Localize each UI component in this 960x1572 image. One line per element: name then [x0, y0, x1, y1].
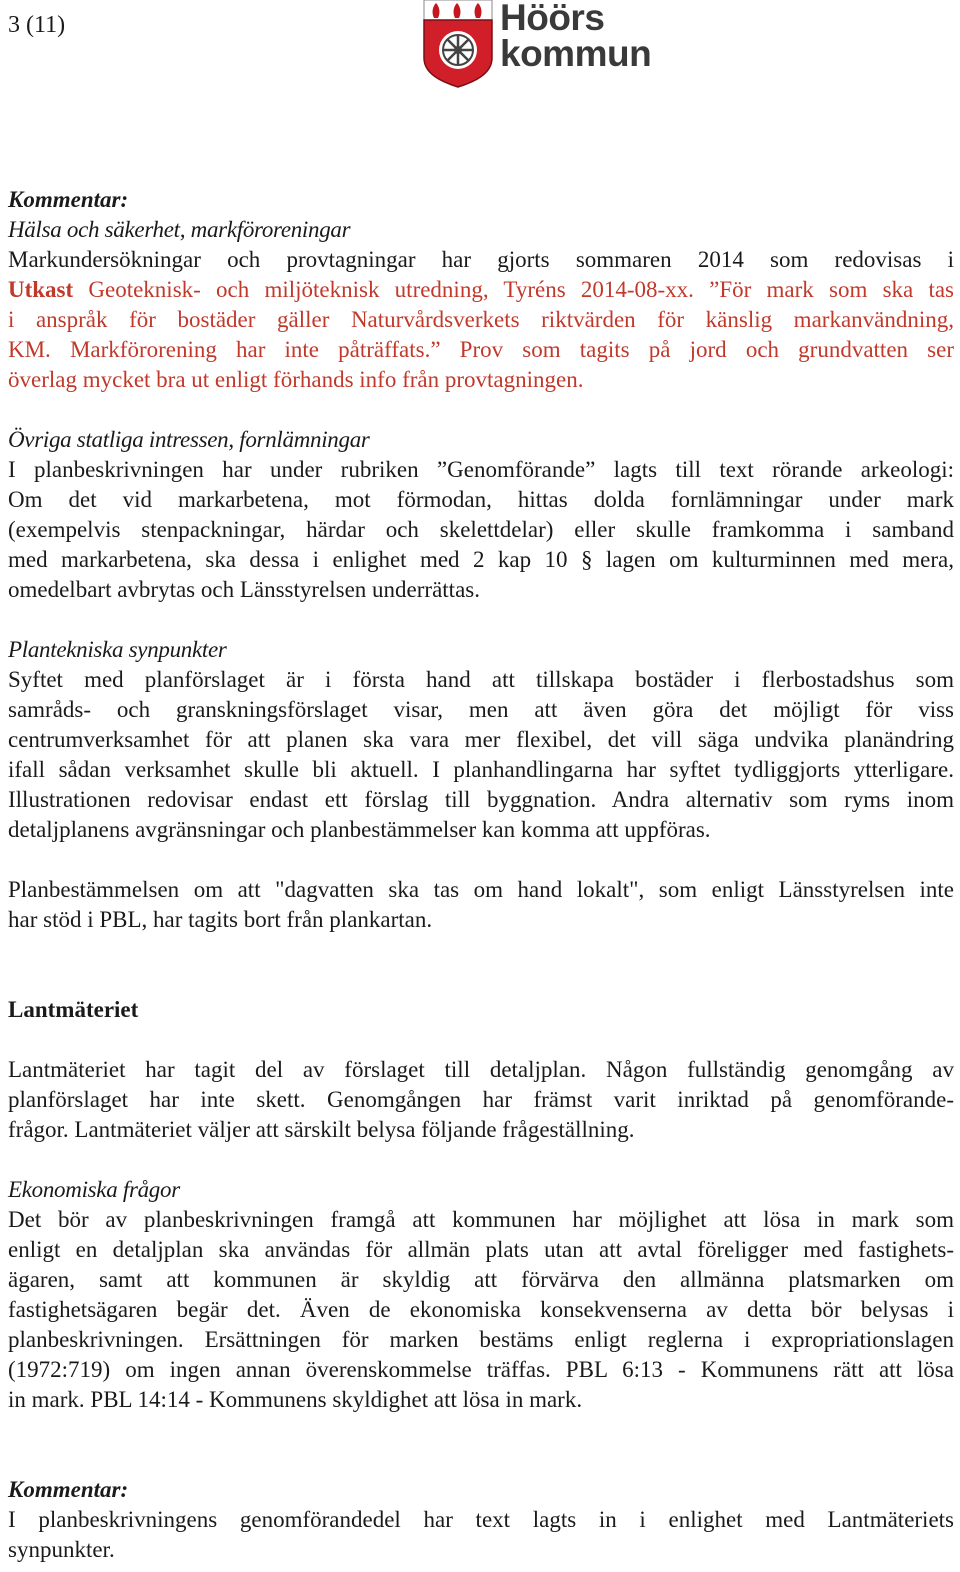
coat-of-arms-icon — [422, 0, 494, 88]
paragraph-line: samråds- och granskningsförslaget visar, men att även göra det möjligt för viss — [8, 697, 954, 722]
paragraph-line: detaljplanens avgränsningar och planbestämmelser kan komma att uppföras. — [8, 817, 711, 842]
municipality-logo — [420, 0, 670, 90]
paragraph-line-highlight: i anspråk för bostäder gäller Naturvårdsverkets riktvärden för känslig markanvändning, — [8, 307, 954, 332]
paragraph-line: I planbeskrivningens genomförandedel har text lagts in i enlighet med Lantmäteriets — [8, 1507, 954, 1532]
document-body — [8, 185, 954, 1565]
subheading-ancient-monuments: Övriga statliga intressen, fornlämningar — [8, 427, 370, 452]
paragraph-line-highlight: överlag mycket bra ut enligt förhands info från provtagningen. — [8, 367, 584, 392]
paragraph-line: Lantmäteriet har tagit del av förslaget till detaljplan. Någon fullständig genomgång av — [8, 1057, 954, 1082]
paragraph-line: Om det vid markarbetena, mot förmodan, hittas dolda fornlämningar under mark — [8, 487, 954, 512]
paragraph-line: Illustrationen redovisar endast ett förslag till byggnation. Andra alternativ som ryms inom — [8, 787, 954, 812]
paragraph-line: omedelbart avbrytas och Länsstyrelsen underrättas. — [8, 577, 480, 602]
logo-text-line2: kommun — [500, 33, 652, 74]
paragraph-line: fastighetsägaren begär det. Även de ekonomiska konsekvenserna av detta bör belysas i — [8, 1297, 954, 1322]
draft-label: Utkast — [8, 277, 74, 302]
paragraph-line: enligt en detaljplan ska användas för allmän plats utan att avtal föreligger med fastighets- — [8, 1237, 954, 1262]
paragraph-line-highlight — [8, 275, 954, 305]
logo-text-line1: Höörs — [500, 0, 605, 38]
paragraph-line-highlight: KM. Markförorening har inte påträffats.” Prov som tagits på jord och grundvatten ser — [8, 337, 954, 362]
comment-heading: Kommentar: — [8, 187, 129, 212]
paragraph-line: in mark. PBL 14:14 - Kommunens skyldighet att lösa in mark. — [8, 1387, 583, 1412]
page-number: 3 (11) — [8, 12, 66, 38]
paragraph-line: Det bör av planbeskrivningen framgå att kommunen har möjlighet att lösa in mark som — [8, 1207, 954, 1232]
paragraph-line: Planbestämmelsen om att "dagvatten ska tas om hand lokalt", som enligt Länsstyrelsen inte — [8, 877, 954, 902]
section-heading-lantmateriet: Lantmäteriet — [8, 997, 139, 1022]
paragraph-line: synpunkter. — [8, 1537, 115, 1562]
paragraph-line: centrumverksamhet för att planen ska vara mer flexibel, det vill säga undvika planändring — [8, 727, 954, 752]
subheading-economic-questions: Ekonomiska frågor — [8, 1177, 180, 1202]
subheading-health-safety: Hälsa och säkerhet, markföroreningar — [8, 217, 351, 242]
paragraph-line: ägaren, samt att kommunen är skyldig att förvärva den allmänna platsmarken om — [8, 1267, 954, 1292]
paragraph-line: med markarbetena, ska dessa i enlighet med 2 kap 10 § lagen om kulturminnen med mera, — [8, 547, 954, 572]
paragraph-line: planförslaget har inte skett. Genomgången har främst varit inriktad på genomförande- — [8, 1087, 954, 1112]
paragraph-line: har stöd i PBL, har tagits bort från plankartan. — [8, 907, 433, 932]
paragraph-line: ifall sådan verksamhet skulle bli aktuell. I planhandlingarna har syftet tydliggjorts ytterligare. — [8, 757, 954, 782]
paragraph-line: frågor. Lantmäteriet väljer att särskilt belysa följande frågeställning. — [8, 1117, 635, 1142]
paragraph-line: (exempelvis stenpackningar, härdar och skelettdelar) eller skulle framkomma i samband — [8, 517, 954, 542]
subheading-planning-views: Plantekniska synpunkter — [8, 637, 227, 662]
paragraph-line: planbeskrivningen. Ersättningen för marken bestäms enligt reglerna i expropriationslagen — [8, 1327, 954, 1352]
paragraph-line: Syftet med planförslaget är i första hand att tillskapa bostäder i flerbostadshus som — [8, 667, 954, 692]
paragraph-line: I planbeskrivningen har under rubriken ”Genomförande” lagts till text rörande arkeologi: — [8, 457, 954, 482]
paragraph-line: Markundersökningar och provtagningar har gjorts sommaren 2014 som redovisas i — [8, 247, 954, 272]
comment-heading: Kommentar: — [8, 1477, 129, 1502]
paragraph-line: (1972:719) om ingen annan överenskommelse träffas. PBL 6:13 - Kommunens rätt att lösa — [8, 1357, 954, 1382]
report-reference: Geoteknisk- och miljöteknisk utredning, Tyréns 2014-08-xx. ”För mark som ska tas — [73, 277, 954, 302]
